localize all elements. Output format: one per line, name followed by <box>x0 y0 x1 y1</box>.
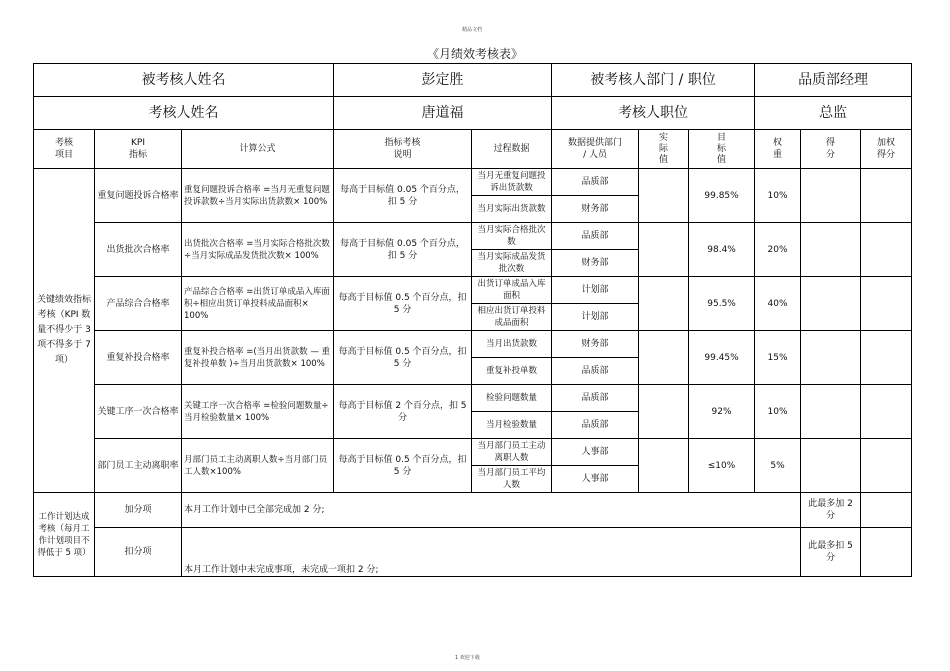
kpi-formula: 关键工序一次合格率 =检验问题数量÷当月检验数量× 100% <box>182 385 334 439</box>
col-formula: 计算公式 <box>182 130 334 169</box>
kpi-desc: 每高于目标值 0.05 个百分点，扣 5 分 <box>334 169 472 223</box>
data-provider: 品质部 <box>552 223 639 250</box>
work-plan-row <box>34 493 912 528</box>
process-data: 当月部门员工平均人数 <box>472 466 552 493</box>
process-data: 出货订单成品入库面积 <box>472 277 552 304</box>
weight-value: 5% <box>755 439 801 493</box>
data-provider: 人事部 <box>552 439 639 466</box>
weighted-score-value <box>861 169 912 223</box>
data-provider: 品质部 <box>552 412 639 439</box>
performance-table <box>33 63 912 577</box>
reviewer-name-label: 考核人姓名 <box>34 97 334 130</box>
kpi-name: 部门员工主动离职率 <box>95 439 182 493</box>
kpi-formula: 重复问题投诉合格率 =当月无重复问题投诉款数÷当月实际出货款数× 100% <box>182 169 334 223</box>
weighted-score-value <box>861 277 912 331</box>
process-data: 当月实际成品发货批次数 <box>472 250 552 277</box>
actual-value <box>639 277 689 331</box>
column-header-row <box>34 130 912 169</box>
score-value <box>801 385 861 439</box>
weighted-score-value <box>861 385 912 439</box>
work-item-content: 本月工作计划中未完成事项，未完成一项扣 2 分; <box>182 528 801 577</box>
col-weight: 权 重 <box>755 130 801 169</box>
work-item-limit: 此最多加 2 分 <box>801 493 861 528</box>
weight-value: 40% <box>755 277 801 331</box>
col-provider: 数据提供部门 / 人员 <box>552 130 639 169</box>
kpi-name: 产品综合合格率 <box>95 277 182 331</box>
kpi-row <box>34 223 912 250</box>
target-value: 92% <box>689 385 755 439</box>
weight-value: 10% <box>755 169 801 223</box>
top-note: 精品文档 <box>462 27 483 33</box>
kpi-formula: 出货批次合格率 =当月实际合格批次数÷当月实际成品发货批次数× 100% <box>182 223 334 277</box>
kpi-name: 出货批次合格率 <box>95 223 182 277</box>
data-provider: 财务部 <box>552 331 639 358</box>
kpi-desc: 每高于目标值 0.5 个百分点，扣 5 分 <box>334 439 472 493</box>
data-provider: 计划部 <box>552 277 639 304</box>
weight-value: 20% <box>755 223 801 277</box>
work-item-weighted <box>861 528 912 577</box>
col-process: 过程数据 <box>472 130 552 169</box>
kpi-desc: 每高于目标值 0.5 个百分点，扣 5 分 <box>334 331 472 385</box>
weighted-score-value <box>861 331 912 385</box>
work-section-label: 工作计划达成考核（每月工作计划项目不得低于 5 项） <box>34 493 95 577</box>
kpi-name: 重复问题投诉合格率 <box>95 169 182 223</box>
kpi-name: 重复补投合格率 <box>95 331 182 385</box>
work-item-weighted <box>861 493 912 528</box>
data-provider: 计划部 <box>552 304 639 331</box>
reviewee-name-value: 彭定胜 <box>334 64 552 97</box>
process-data: 检验问题数量 <box>472 385 552 412</box>
kpi-formula: 月部门员工主动离职人数÷当月部门员工人数×100% <box>182 439 334 493</box>
reviewer-title-value: 总监 <box>755 97 912 130</box>
kpi-row <box>34 439 912 466</box>
kpi-formula: 重复补投合格率 =(当月出货款数 — 重复补投单数 )÷当月出货款数× 100% <box>182 331 334 385</box>
form-title: 《月绩效考核表》 <box>426 47 523 61</box>
actual-value <box>639 169 689 223</box>
col-weighted-score: 加权 得分 <box>861 130 912 169</box>
reviewer-name-value: 唐道福 <box>334 97 552 130</box>
data-provider: 品质部 <box>552 358 639 385</box>
process-data: 相应出货订单投料成品面积 <box>472 304 552 331</box>
process-data: 重复补投单数 <box>472 358 552 385</box>
score-value <box>801 223 861 277</box>
kpi-row <box>34 385 912 412</box>
kpi-formula: 产品综合合格率 =出货订单成品入库面积÷相应出货订单投料成品面积× 100% <box>182 277 334 331</box>
process-data: 当月实际合格批次数 <box>472 223 552 250</box>
process-data: 当月部门员工主动离职人数 <box>472 439 552 466</box>
process-data: 当月出货款数 <box>472 331 552 358</box>
weight-value: 15% <box>755 331 801 385</box>
kpi-row <box>34 277 912 304</box>
data-provider: 品质部 <box>552 169 639 196</box>
target-value: 95.5% <box>689 277 755 331</box>
data-provider: 财务部 <box>552 196 639 223</box>
process-data: 当月检验数量 <box>472 412 552 439</box>
process-data: 当月实际出货款数 <box>472 196 552 223</box>
footer-note: 1 欢迎下载 <box>455 655 480 661</box>
score-value <box>801 331 861 385</box>
work-item-name: 扣分项 <box>95 528 182 577</box>
col-score: 得 分 <box>801 130 861 169</box>
weighted-score-value <box>861 223 912 277</box>
target-value: 99.85% <box>689 169 755 223</box>
kpi-desc: 每高于目标值 0.5 个百分点，扣 5 分 <box>334 277 472 331</box>
work-item-name: 加分项 <box>95 493 182 528</box>
score-value <box>801 169 861 223</box>
kpi-desc: 每高于目标值 2 个百分点，扣 5 分 <box>334 385 472 439</box>
score-value <box>801 277 861 331</box>
reviewer-title-label: 考核人职位 <box>552 97 755 130</box>
process-data: 当月无重复问题投诉出货款数 <box>472 169 552 196</box>
col-desc: 指标考核 说明 <box>334 130 472 169</box>
target-value: 98.4% <box>689 223 755 277</box>
score-value <box>801 439 861 493</box>
weighted-score-value <box>861 439 912 493</box>
work-item-limit: 此最多扣 5 分 <box>801 528 861 577</box>
work-plan-row <box>34 528 912 577</box>
data-provider: 人事部 <box>552 466 639 493</box>
reviewee-dept-label: 被考核人部门 / 职位 <box>552 64 755 97</box>
target-value: 99.45% <box>689 331 755 385</box>
work-item-content: 本月工作计划中已全部完成加 2 分; <box>182 493 801 528</box>
actual-value <box>639 385 689 439</box>
kpi-section-label: 关键绩效指标考核（KPI 数量不得少于 3 项不得多于 7 项） <box>34 169 95 493</box>
target-value: ≤10% <box>689 439 755 493</box>
actual-value <box>639 223 689 277</box>
weight-value: 10% <box>755 385 801 439</box>
col-item: 考核 项目 <box>34 130 95 169</box>
reviewee-name-label: 被考核人姓名 <box>34 64 334 97</box>
data-provider: 品质部 <box>552 385 639 412</box>
kpi-desc: 每高于目标值 0.05 个百分点，扣 5 分 <box>334 223 472 277</box>
kpi-row <box>34 169 912 196</box>
actual-value <box>639 439 689 493</box>
col-actual: 实 际 值 <box>639 130 689 169</box>
data-provider: 财务部 <box>552 250 639 277</box>
kpi-row <box>34 331 912 358</box>
col-target: 目 标 值 <box>689 130 755 169</box>
reviewee-dept-value: 品质部经理 <box>755 64 912 97</box>
kpi-name: 关键工序一次合格率 <box>95 385 182 439</box>
col-kpi: KPI 指标 <box>95 130 182 169</box>
actual-value <box>639 331 689 385</box>
